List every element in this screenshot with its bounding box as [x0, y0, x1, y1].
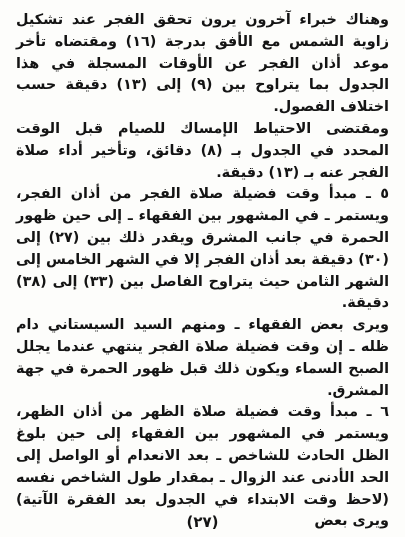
paragraph-fasting-caution: ومقتضى الاحتياط الإمساك للصيام قبل الوقت المحدد في الجدول بـ (٨) دقائق، وتأخير أداء صلاة الفجر عنه بـ (١٣) دقيقة.: [16, 120, 389, 181]
paragraph-dawn-angle: وهناك خبراء آخرون يرون تحقق الفجر عند تشكيل زاوية الشمس مع الأفق بدرجة (١٦) ومقتضاه تأخر موعد أذان الفجر عن الأوقات المسجلة في هذا الجدول بما يتراوح بين (٩) إلى (١٣) دقيقة حسب اختلاف الفصول.: [16, 12, 389, 116]
paragraph-fajr-virtue-time: ٥ ـ مبدأ وقت فضيلة صلاة الفجر من أذان الفجر، ويستمر ـ في المشهور بين الفقهاء ـ إلى حين ظهور الحمرة في جانب المشرق ويقدر ذلك بين (٢٧) إلى (٣٠) دقيقة بعد أذان الفجر إلا في الشهر الخامس إلى الشهر الثامن حيث يتراوح الفاصل بين (٣٣) إلى (٣٨) دقيقة.: [16, 186, 390, 312]
page-number: (٢٧): [186, 513, 219, 531]
paragraph-dhuhr-virtue-time: ٦ ـ مبدأ وقت فضيلة صلاة الظهر من أذان الظهر، ويستمر في المشهور بين الفقهاء إلى حين بلوغ الظل الحادث للشاخص ـ بعد الانعدام أو الواصل إلى الحد الأدنى عند الزوال ـ بمقدار طول الشاخص نفسه (لاحظ وقت الابتداء في الجدول بعد الفقرة الآتية) ويرى بعض: [16, 404, 389, 530]
paragraph-sistani-opinion: ويرى بعض الفقهاء ـ ومنهم السيد السيستاني دام ظله ـ إن وقت فضيلة صلاة الفجر ينتهي عندما يجلل الصبح السماء ويكون ذلك قبل ظهور الحمرة في جهة المشرق.: [16, 317, 389, 399]
